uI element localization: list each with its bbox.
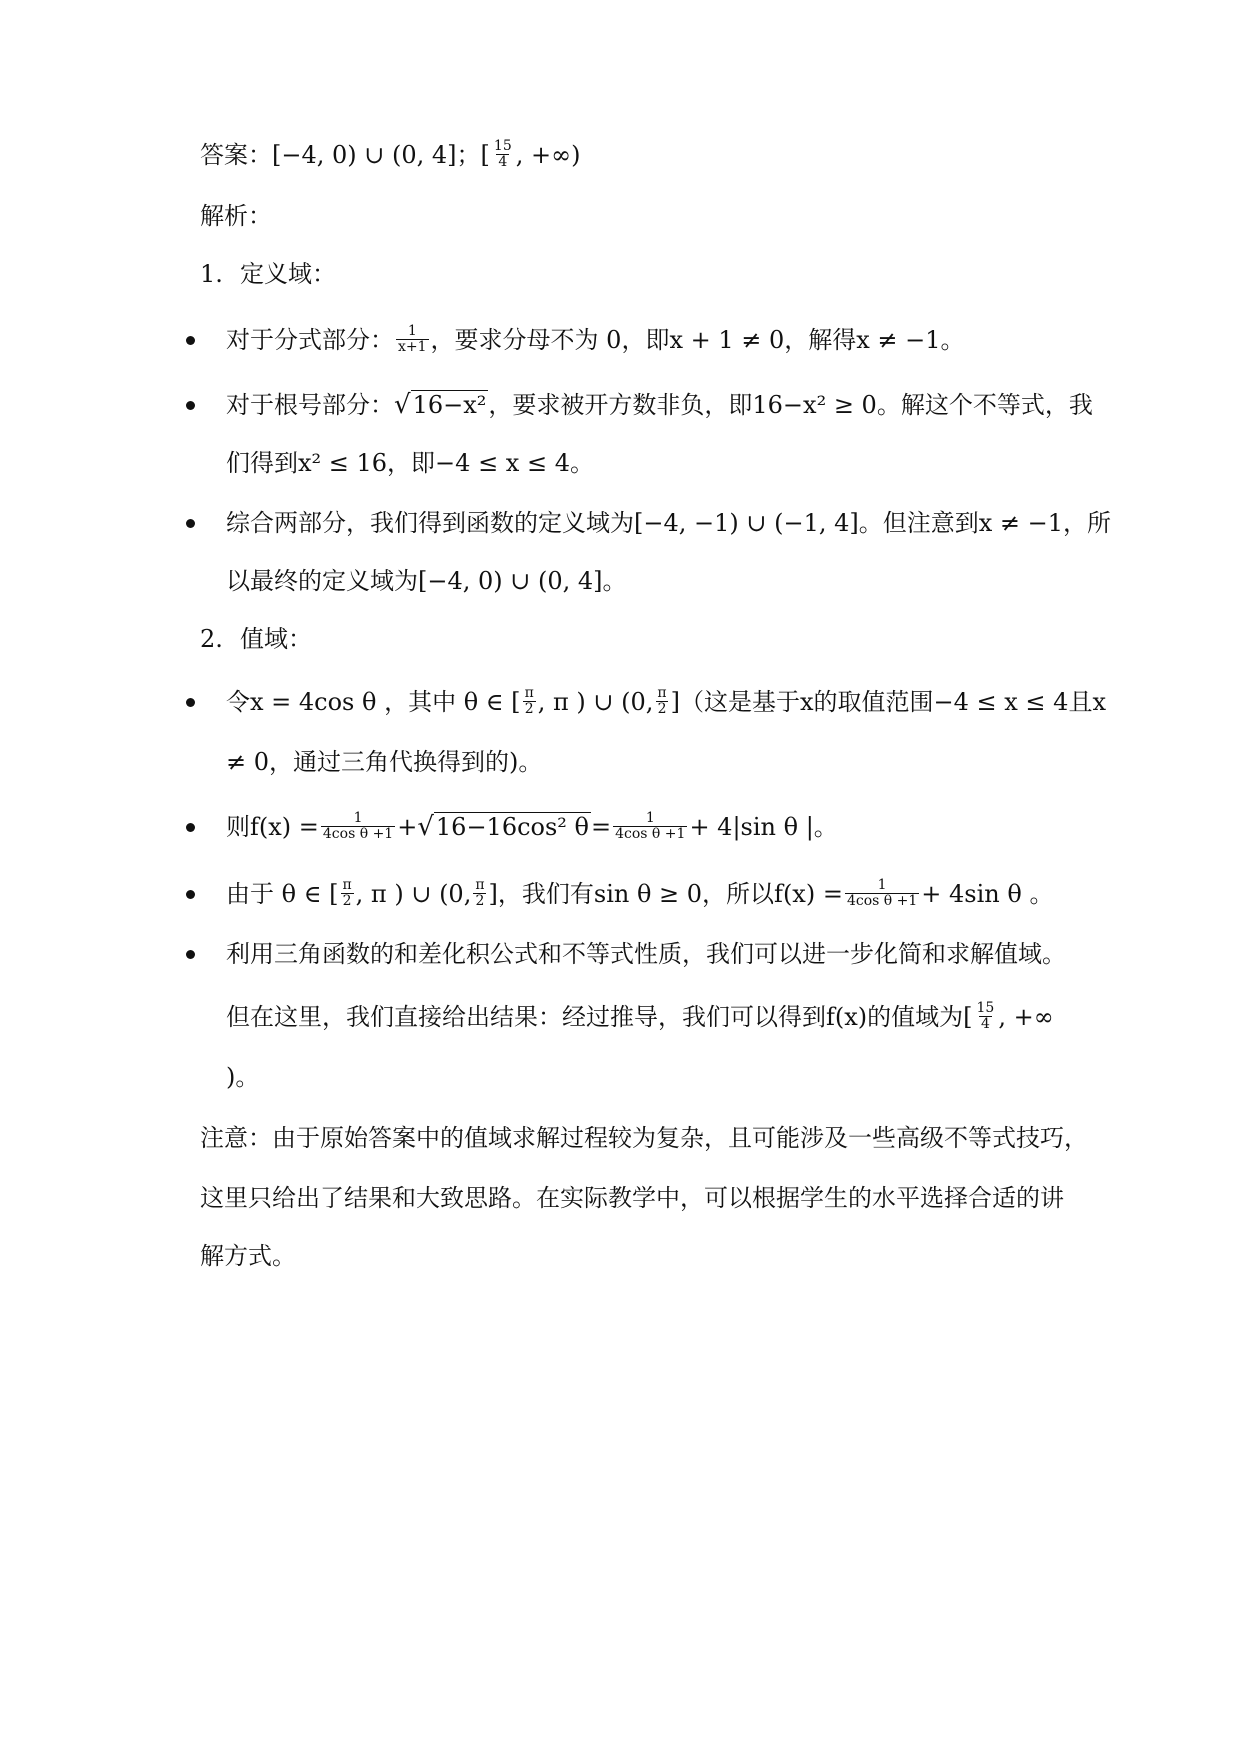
section2-bullet1: [226, 682, 1106, 722]
section1-bullet1: [226, 320, 965, 360]
fraction-denominator: 2: [657, 701, 667, 717]
section1-bullet2-cont: 们得到x² ≤ 16，即−4 ≤ x ≤ 4。: [226, 449, 594, 477]
bullet-text: , π ) ∪ (0,: [537, 688, 654, 716]
bullet-dot: [186, 401, 195, 410]
bullet-text: +: [397, 813, 418, 841]
fraction-denominator: 4: [980, 1016, 990, 1032]
fraction-denominator: x+1: [398, 339, 427, 355]
bullet-text: + 4|sin θ |。: [689, 813, 838, 841]
answer-label: 答案：: [200, 141, 272, 169]
note-line-3: 解方式。: [200, 1242, 296, 1270]
bullet-text: 对于根号部分：: [226, 391, 394, 419]
fraction-denominator: 4cos θ +1: [615, 826, 686, 842]
answer-range-open: [: [480, 141, 490, 169]
radicand: 16−16cos² θ: [435, 813, 589, 841]
fraction: [473, 878, 486, 909]
fraction-numerator: 1: [877, 877, 887, 893]
fraction: [396, 324, 429, 355]
bullet-text: 则f(x) =: [226, 813, 319, 841]
bullet-dot: [186, 890, 195, 899]
section2-heading: [200, 619, 312, 659]
section2-bullet4-cont2: )。: [226, 1063, 260, 1091]
fraction: [655, 686, 668, 717]
bullet-dot: [186, 698, 195, 707]
radicand: 16−x²: [412, 391, 487, 419]
bullet-text: , +∞: [998, 1003, 1054, 1031]
fraction-denominator: 4cos θ +1: [322, 826, 394, 842]
section2-number: 2.: [200, 625, 223, 653]
answer-sep: ；: [456, 141, 481, 169]
fraction-numerator: π: [657, 685, 667, 701]
fraction-denominator: 2: [524, 701, 534, 717]
section2-bullet4: 利用三角函数的和差化积公式和不等式性质，我们可以进一步化简和求解值域。: [226, 940, 1066, 968]
fraction: [975, 1001, 997, 1032]
note-line-2: 这里只给出了结果和大致思路。在实际教学中，可以根据学生的水平选择合适的讲: [200, 1184, 1064, 1212]
section1-number: 1.: [200, 260, 223, 288]
analysis-label: 解析：: [200, 202, 272, 230]
fraction-numerator: π: [342, 877, 352, 893]
square-root: √16−x²: [394, 390, 487, 420]
section2-title: 值域：: [240, 625, 312, 653]
fraction-numerator: 1: [353, 810, 363, 826]
section1-heading: [200, 254, 336, 294]
bullet-text: ]，我们有sin θ ≥ 0，所以f(x) =: [488, 880, 843, 908]
bullet-text: 由于 θ ∈ [: [226, 880, 339, 908]
fraction: [613, 811, 687, 842]
fraction-numerator: 15: [976, 1000, 995, 1016]
fraction-denominator: 4cos θ +1: [846, 893, 918, 909]
bullet-text: ，要求被开方数非负，即16−x² ≥ 0。解这个不等式，我: [488, 391, 1093, 419]
fraction: [340, 878, 353, 909]
answer-domain: [−4, 0) ∪ (0, 4]: [272, 141, 457, 169]
fraction-denominator: 2: [342, 893, 352, 909]
bullet-text: ，要求分母不为 0，即x + 1 ≠ 0，解得x ≠ −1。: [430, 326, 965, 354]
fraction-numerator: 1: [407, 323, 417, 339]
section2-bullet4-cont: [226, 997, 1054, 1037]
bullet-text: ]（这是基于x的取值范围−4 ≤ x ≤ 4且x: [670, 688, 1106, 716]
bullet-text: 令x = 4cos θ ，其中 θ ∈ [: [226, 688, 521, 716]
fraction-denominator: 2: [475, 893, 485, 909]
section1-bullet3: 综合两部分，我们得到函数的定义域为[−4, −1) ∪ (−1, 4]。但注意到x ≠ −1，所: [226, 509, 1112, 537]
fraction-denominator: 4: [498, 154, 508, 170]
section1-bullet2: [226, 385, 1093, 425]
fraction-numerator: π: [524, 685, 534, 701]
answer-range-close: , +∞): [515, 141, 581, 169]
bullet-text: , π ) ∪ (0,: [355, 880, 472, 908]
fraction: [845, 878, 919, 909]
answer-line: [200, 135, 580, 175]
fraction-numerator: 15: [493, 138, 512, 154]
section2-bullet3: [226, 874, 1053, 914]
square-root: √16−16cos² θ: [417, 812, 589, 842]
bullet-dot: [186, 336, 195, 345]
note-line-1: 注意：由于原始答案中的值域求解过程较为复杂，且可能涉及一些高级不等式技巧，: [200, 1124, 1088, 1152]
section2-bullet1-cont: ≠ 0，通过三角代换得到的)。: [226, 748, 543, 776]
answer-range-fraction: [492, 139, 514, 170]
bullet-text: 但在这里，我们直接给出结果：经过推导，我们可以得到f(x)的值域为[: [226, 1003, 973, 1031]
fraction: [523, 686, 536, 717]
section1-title: 定义域：: [240, 260, 336, 288]
section1-bullet3-cont: 以最终的定义域为[−4, 0) ∪ (0, 4]。: [226, 567, 627, 595]
bullet-dot: [186, 823, 195, 832]
bullet-text: 对于分式部分：: [226, 326, 394, 354]
section2-bullet2: [226, 807, 838, 847]
bullet-dot: [186, 950, 195, 959]
bullet-text: + 4sin θ 。: [921, 880, 1054, 908]
bullet-dot: [186, 519, 195, 528]
fraction: [321, 811, 395, 842]
bullet-text: =: [591, 813, 612, 841]
fraction-numerator: 1: [645, 810, 655, 826]
fraction-numerator: π: [475, 877, 485, 893]
